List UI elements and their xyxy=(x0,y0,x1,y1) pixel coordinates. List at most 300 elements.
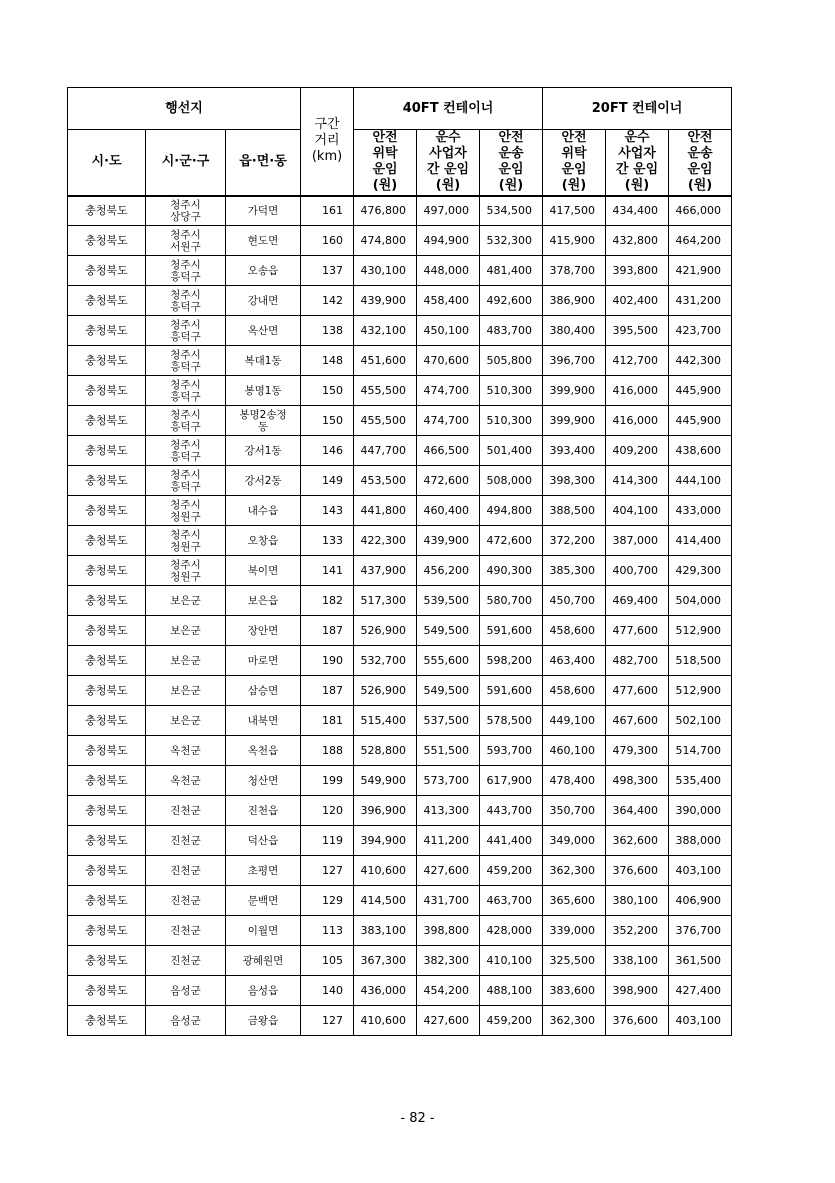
cell-20ft-safe-transport-rate: 535,400 xyxy=(669,766,732,796)
table-row xyxy=(68,526,732,556)
cell-20ft-carrier-rate: 400,700 xyxy=(606,556,669,586)
cell-40ft-carrier-rate: 466,500 xyxy=(417,436,480,466)
cell-distance-km: 182 xyxy=(301,586,354,616)
cell-sido: 충청북도 xyxy=(68,706,146,736)
freight-rate-table xyxy=(67,87,732,1036)
cell-40ft-carrier-rate: 411,200 xyxy=(417,826,480,856)
cell-20ft-safe-consign-rate: 478,400 xyxy=(543,766,606,796)
header-40ft-safe-transport-rate: 안전 운송 운임 (원) xyxy=(480,130,543,196)
cell-20ft-carrier-rate: 404,100 xyxy=(606,496,669,526)
cell-20ft-carrier-rate: 376,600 xyxy=(606,856,669,886)
cell-eupmyeondong: 봉명1동 xyxy=(226,376,301,406)
cell-20ft-safe-transport-rate: 390,000 xyxy=(669,796,732,826)
table-row xyxy=(68,496,732,526)
table-row xyxy=(68,706,732,736)
cell-distance-km: 127 xyxy=(301,1006,354,1036)
cell-20ft-safe-transport-rate: 466,000 xyxy=(669,196,732,226)
cell-distance-km: 150 xyxy=(301,406,354,436)
cell-20ft-carrier-rate: 352,200 xyxy=(606,916,669,946)
cell-40ft-safe-consign-rate: 453,500 xyxy=(354,466,417,496)
header-40ft-safe-consign-rate: 안전 위탁 운임 (원) xyxy=(354,130,417,196)
cell-20ft-safe-transport-rate: 433,000 xyxy=(669,496,732,526)
cell-sido: 충청북도 xyxy=(68,646,146,676)
header-eupmyeondong: 읍·면·동 xyxy=(226,130,301,196)
cell-eupmyeondong: 오송읍 xyxy=(226,256,301,286)
cell-20ft-safe-consign-rate: 417,500 xyxy=(543,196,606,226)
cell-sigungu: 청주시 청원구 xyxy=(146,556,226,586)
cell-sido: 충청북도 xyxy=(68,466,146,496)
cell-20ft-safe-transport-rate: 403,100 xyxy=(669,856,732,886)
cell-40ft-safe-transport-rate: 578,500 xyxy=(480,706,543,736)
table-row xyxy=(68,916,732,946)
cell-20ft-safe-consign-rate: 399,900 xyxy=(543,376,606,406)
cell-40ft-safe-consign-rate: 414,500 xyxy=(354,886,417,916)
cell-20ft-safe-transport-rate: 512,900 xyxy=(669,676,732,706)
cell-sigungu: 청주시 청원구 xyxy=(146,496,226,526)
cell-20ft-safe-consign-rate: 388,500 xyxy=(543,496,606,526)
cell-40ft-safe-transport-rate: 591,600 xyxy=(480,676,543,706)
cell-40ft-safe-transport-rate: 532,300 xyxy=(480,226,543,256)
table-row xyxy=(68,766,732,796)
cell-distance-km: 119 xyxy=(301,826,354,856)
cell-20ft-safe-consign-rate: 450,700 xyxy=(543,586,606,616)
table-row xyxy=(68,406,732,436)
cell-20ft-carrier-rate: 467,600 xyxy=(606,706,669,736)
header-destination: 행선지 xyxy=(68,88,301,130)
cell-20ft-safe-transport-rate: 514,700 xyxy=(669,736,732,766)
cell-sigungu: 보은군 xyxy=(146,586,226,616)
cell-40ft-carrier-rate: 460,400 xyxy=(417,496,480,526)
cell-sigungu: 진천군 xyxy=(146,916,226,946)
cell-distance-km: 120 xyxy=(301,796,354,826)
cell-sigungu: 음성군 xyxy=(146,1006,226,1036)
cell-sido: 충청북도 xyxy=(68,376,146,406)
cell-distance-km: 143 xyxy=(301,496,354,526)
cell-eupmyeondong: 옥산면 xyxy=(226,316,301,346)
cell-40ft-carrier-rate: 494,900 xyxy=(417,226,480,256)
header-40ft-container: 40FT 컨테이너 xyxy=(354,88,543,130)
cell-40ft-safe-consign-rate: 441,800 xyxy=(354,496,417,526)
cell-sido: 충청북도 xyxy=(68,886,146,916)
cell-sigungu: 보은군 xyxy=(146,646,226,676)
header-distance: 구간 거리 (km) xyxy=(301,88,354,196)
cell-eupmyeondong: 이월면 xyxy=(226,916,301,946)
cell-eupmyeondong: 음성읍 xyxy=(226,976,301,1006)
cell-sido: 충청북도 xyxy=(68,856,146,886)
cell-eupmyeondong: 옥천읍 xyxy=(226,736,301,766)
table-row xyxy=(68,256,732,286)
cell-eupmyeondong: 진천읍 xyxy=(226,796,301,826)
cell-sido: 충청북도 xyxy=(68,766,146,796)
cell-20ft-safe-consign-rate: 365,600 xyxy=(543,886,606,916)
cell-20ft-carrier-rate: 434,400 xyxy=(606,196,669,226)
cell-20ft-safe-transport-rate: 444,100 xyxy=(669,466,732,496)
cell-sigungu: 진천군 xyxy=(146,796,226,826)
cell-40ft-carrier-rate: 474,700 xyxy=(417,376,480,406)
cell-40ft-carrier-rate: 382,300 xyxy=(417,946,480,976)
cell-20ft-safe-transport-rate: 427,400 xyxy=(669,976,732,1006)
header-20ft-safe-transport-rate: 안전 운송 운임 (원) xyxy=(669,130,732,196)
cell-20ft-carrier-rate: 477,600 xyxy=(606,616,669,646)
cell-20ft-safe-consign-rate: 325,500 xyxy=(543,946,606,976)
cell-40ft-safe-transport-rate: 488,100 xyxy=(480,976,543,1006)
cell-40ft-safe-transport-rate: 501,400 xyxy=(480,436,543,466)
cell-sido: 충청북도 xyxy=(68,196,146,226)
cell-sigungu: 옥천군 xyxy=(146,766,226,796)
cell-sigungu: 청주시 상당구 xyxy=(146,196,226,226)
cell-distance-km: 105 xyxy=(301,946,354,976)
cell-sido: 충청북도 xyxy=(68,916,146,946)
cell-40ft-safe-consign-rate: 367,300 xyxy=(354,946,417,976)
cell-20ft-carrier-rate: 477,600 xyxy=(606,676,669,706)
cell-sigungu: 진천군 xyxy=(146,886,226,916)
cell-distance-km: 148 xyxy=(301,346,354,376)
table-row xyxy=(68,616,732,646)
cell-20ft-safe-transport-rate: 438,600 xyxy=(669,436,732,466)
table-row xyxy=(68,436,732,466)
table-row xyxy=(68,796,732,826)
cell-40ft-safe-transport-rate: 459,200 xyxy=(480,856,543,886)
cell-40ft-safe-consign-rate: 410,600 xyxy=(354,1006,417,1036)
cell-40ft-safe-consign-rate: 451,600 xyxy=(354,346,417,376)
cell-sido: 충청북도 xyxy=(68,616,146,646)
cell-20ft-safe-consign-rate: 386,900 xyxy=(543,286,606,316)
cell-eupmyeondong: 청산면 xyxy=(226,766,301,796)
cell-40ft-safe-consign-rate: 526,900 xyxy=(354,616,417,646)
cell-sigungu: 음성군 xyxy=(146,976,226,1006)
cell-40ft-safe-consign-rate: 432,100 xyxy=(354,316,417,346)
table-row xyxy=(68,226,732,256)
cell-20ft-safe-consign-rate: 463,400 xyxy=(543,646,606,676)
cell-40ft-carrier-rate: 573,700 xyxy=(417,766,480,796)
cell-40ft-safe-consign-rate: 394,900 xyxy=(354,826,417,856)
header-sigungu: 시·군·구 xyxy=(146,130,226,196)
table-row xyxy=(68,886,732,916)
cell-20ft-carrier-rate: 409,200 xyxy=(606,436,669,466)
cell-40ft-safe-consign-rate: 396,900 xyxy=(354,796,417,826)
cell-distance-km: 141 xyxy=(301,556,354,586)
cell-eupmyeondong: 내북면 xyxy=(226,706,301,736)
cell-40ft-carrier-rate: 537,500 xyxy=(417,706,480,736)
cell-eupmyeondong: 장안면 xyxy=(226,616,301,646)
cell-20ft-carrier-rate: 362,600 xyxy=(606,826,669,856)
cell-sigungu: 진천군 xyxy=(146,946,226,976)
cell-40ft-carrier-rate: 458,400 xyxy=(417,286,480,316)
cell-20ft-carrier-rate: 479,300 xyxy=(606,736,669,766)
cell-20ft-safe-consign-rate: 362,300 xyxy=(543,1006,606,1036)
table-row xyxy=(68,736,732,766)
cell-eupmyeondong: 문백면 xyxy=(226,886,301,916)
table-row xyxy=(68,316,732,346)
cell-20ft-safe-consign-rate: 449,100 xyxy=(543,706,606,736)
cell-distance-km: 113 xyxy=(301,916,354,946)
cell-20ft-safe-transport-rate: 504,000 xyxy=(669,586,732,616)
cell-distance-km: 187 xyxy=(301,676,354,706)
cell-40ft-safe-transport-rate: 534,500 xyxy=(480,196,543,226)
cell-sigungu: 진천군 xyxy=(146,826,226,856)
cell-40ft-carrier-rate: 555,600 xyxy=(417,646,480,676)
cell-sigungu: 청주시 청원구 xyxy=(146,526,226,556)
cell-40ft-safe-transport-rate: 410,100 xyxy=(480,946,543,976)
cell-eupmyeondong: 강서2동 xyxy=(226,466,301,496)
cell-distance-km: 146 xyxy=(301,436,354,466)
cell-sigungu: 청주시 흥덕구 xyxy=(146,286,226,316)
cell-20ft-safe-transport-rate: 421,900 xyxy=(669,256,732,286)
cell-20ft-safe-consign-rate: 396,700 xyxy=(543,346,606,376)
cell-20ft-safe-transport-rate: 403,100 xyxy=(669,1006,732,1036)
table-row xyxy=(68,466,732,496)
cell-40ft-safe-consign-rate: 410,600 xyxy=(354,856,417,886)
cell-40ft-carrier-rate: 474,700 xyxy=(417,406,480,436)
cell-sigungu: 보은군 xyxy=(146,706,226,736)
cell-distance-km: 190 xyxy=(301,646,354,676)
cell-eupmyeondong: 봉명2송정 동 xyxy=(226,406,301,436)
cell-eupmyeondong: 현도면 xyxy=(226,226,301,256)
table-row xyxy=(68,826,732,856)
cell-sido: 충청북도 xyxy=(68,226,146,256)
cell-eupmyeondong: 강내면 xyxy=(226,286,301,316)
cell-40ft-safe-consign-rate: 455,500 xyxy=(354,376,417,406)
cell-20ft-carrier-rate: 398,900 xyxy=(606,976,669,1006)
table-row xyxy=(68,856,732,886)
cell-40ft-safe-transport-rate: 593,700 xyxy=(480,736,543,766)
cell-20ft-safe-transport-rate: 445,900 xyxy=(669,406,732,436)
cell-40ft-safe-consign-rate: 515,400 xyxy=(354,706,417,736)
cell-sido: 충청북도 xyxy=(68,946,146,976)
cell-40ft-safe-transport-rate: 483,700 xyxy=(480,316,543,346)
cell-40ft-safe-consign-rate: 383,100 xyxy=(354,916,417,946)
cell-40ft-safe-consign-rate: 436,000 xyxy=(354,976,417,1006)
cell-distance-km: 133 xyxy=(301,526,354,556)
cell-20ft-carrier-rate: 393,800 xyxy=(606,256,669,286)
cell-20ft-carrier-rate: 364,400 xyxy=(606,796,669,826)
cell-40ft-safe-transport-rate: 598,200 xyxy=(480,646,543,676)
table-row xyxy=(68,646,732,676)
cell-40ft-safe-transport-rate: 494,800 xyxy=(480,496,543,526)
cell-distance-km: 161 xyxy=(301,196,354,226)
cell-eupmyeondong: 초평면 xyxy=(226,856,301,886)
cell-20ft-safe-consign-rate: 385,300 xyxy=(543,556,606,586)
cell-eupmyeondong: 오창읍 xyxy=(226,526,301,556)
cell-sigungu: 청주시 흥덕구 xyxy=(146,316,226,346)
cell-40ft-safe-transport-rate: 443,700 xyxy=(480,796,543,826)
cell-sido: 충청북도 xyxy=(68,286,146,316)
cell-20ft-safe-transport-rate: 406,900 xyxy=(669,886,732,916)
cell-sigungu: 청주시 흥덕구 xyxy=(146,436,226,466)
cell-20ft-carrier-rate: 469,400 xyxy=(606,586,669,616)
cell-20ft-carrier-rate: 416,000 xyxy=(606,376,669,406)
cell-40ft-safe-consign-rate: 474,800 xyxy=(354,226,417,256)
cell-20ft-carrier-rate: 376,600 xyxy=(606,1006,669,1036)
cell-distance-km: 140 xyxy=(301,976,354,1006)
cell-sido: 충청북도 xyxy=(68,436,146,466)
cell-40ft-carrier-rate: 431,700 xyxy=(417,886,480,916)
cell-40ft-safe-consign-rate: 549,900 xyxy=(354,766,417,796)
header-sido: 시·도 xyxy=(68,130,146,196)
cell-40ft-carrier-rate: 413,300 xyxy=(417,796,480,826)
cell-20ft-safe-transport-rate: 361,500 xyxy=(669,946,732,976)
cell-40ft-carrier-rate: 439,900 xyxy=(417,526,480,556)
table-row xyxy=(68,676,732,706)
cell-20ft-carrier-rate: 402,400 xyxy=(606,286,669,316)
cell-sido: 충청북도 xyxy=(68,526,146,556)
cell-distance-km: 142 xyxy=(301,286,354,316)
cell-eupmyeondong: 삼승면 xyxy=(226,676,301,706)
cell-40ft-safe-transport-rate: 617,900 xyxy=(480,766,543,796)
cell-20ft-safe-consign-rate: 398,300 xyxy=(543,466,606,496)
cell-20ft-safe-consign-rate: 460,100 xyxy=(543,736,606,766)
cell-40ft-safe-consign-rate: 476,800 xyxy=(354,196,417,226)
cell-40ft-safe-transport-rate: 505,800 xyxy=(480,346,543,376)
cell-sido: 충청북도 xyxy=(68,406,146,436)
cell-40ft-carrier-rate: 549,500 xyxy=(417,676,480,706)
cell-20ft-safe-transport-rate: 376,700 xyxy=(669,916,732,946)
cell-eupmyeondong: 가덕면 xyxy=(226,196,301,226)
cell-40ft-safe-consign-rate: 439,900 xyxy=(354,286,417,316)
cell-eupmyeondong: 마로면 xyxy=(226,646,301,676)
cell-40ft-carrier-rate: 427,600 xyxy=(417,1006,480,1036)
cell-20ft-safe-transport-rate: 502,100 xyxy=(669,706,732,736)
cell-distance-km: 199 xyxy=(301,766,354,796)
cell-sigungu: 청주시 흥덕구 xyxy=(146,376,226,406)
cell-40ft-safe-transport-rate: 490,300 xyxy=(480,556,543,586)
cell-sigungu: 보은군 xyxy=(146,616,226,646)
cell-40ft-safe-consign-rate: 430,100 xyxy=(354,256,417,286)
cell-distance-km: 160 xyxy=(301,226,354,256)
header-20ft-carrier-rate: 운수 사업자 간 운임 (원) xyxy=(606,130,669,196)
cell-eupmyeondong: 강서1동 xyxy=(226,436,301,466)
cell-40ft-safe-transport-rate: 510,300 xyxy=(480,376,543,406)
cell-20ft-safe-consign-rate: 399,900 xyxy=(543,406,606,436)
cell-eupmyeondong: 광혜원면 xyxy=(226,946,301,976)
cell-20ft-safe-transport-rate: 442,300 xyxy=(669,346,732,376)
cell-40ft-safe-consign-rate: 532,700 xyxy=(354,646,417,676)
cell-40ft-safe-consign-rate: 447,700 xyxy=(354,436,417,466)
cell-20ft-safe-consign-rate: 393,400 xyxy=(543,436,606,466)
cell-eupmyeondong: 보은읍 xyxy=(226,586,301,616)
cell-20ft-carrier-rate: 380,100 xyxy=(606,886,669,916)
cell-20ft-safe-consign-rate: 383,600 xyxy=(543,976,606,1006)
cell-20ft-safe-transport-rate: 388,000 xyxy=(669,826,732,856)
cell-40ft-safe-transport-rate: 463,700 xyxy=(480,886,543,916)
cell-sigungu: 보은군 xyxy=(146,676,226,706)
cell-eupmyeondong: 내수읍 xyxy=(226,496,301,526)
cell-20ft-carrier-rate: 498,300 xyxy=(606,766,669,796)
cell-sigungu: 진천군 xyxy=(146,856,226,886)
cell-20ft-safe-consign-rate: 415,900 xyxy=(543,226,606,256)
cell-40ft-safe-transport-rate: 580,700 xyxy=(480,586,543,616)
cell-20ft-carrier-rate: 395,500 xyxy=(606,316,669,346)
cell-sido: 충청북도 xyxy=(68,346,146,376)
cell-40ft-safe-consign-rate: 422,300 xyxy=(354,526,417,556)
cell-40ft-safe-transport-rate: 508,000 xyxy=(480,466,543,496)
cell-eupmyeondong: 북이면 xyxy=(226,556,301,586)
cell-20ft-safe-consign-rate: 372,200 xyxy=(543,526,606,556)
cell-40ft-carrier-rate: 448,000 xyxy=(417,256,480,286)
cell-20ft-safe-transport-rate: 512,900 xyxy=(669,616,732,646)
cell-40ft-safe-transport-rate: 441,400 xyxy=(480,826,543,856)
cell-sido: 충청북도 xyxy=(68,1006,146,1036)
cell-20ft-carrier-rate: 338,100 xyxy=(606,946,669,976)
cell-20ft-safe-transport-rate: 423,700 xyxy=(669,316,732,346)
cell-40ft-safe-transport-rate: 591,600 xyxy=(480,616,543,646)
cell-40ft-safe-consign-rate: 526,900 xyxy=(354,676,417,706)
cell-40ft-safe-transport-rate: 481,400 xyxy=(480,256,543,286)
cell-40ft-carrier-rate: 497,000 xyxy=(417,196,480,226)
cell-40ft-carrier-rate: 551,500 xyxy=(417,736,480,766)
cell-sigungu: 청주시 흥덕구 xyxy=(146,466,226,496)
cell-40ft-safe-consign-rate: 437,900 xyxy=(354,556,417,586)
cell-eupmyeondong: 덕산읍 xyxy=(226,826,301,856)
cell-eupmyeondong: 복대1동 xyxy=(226,346,301,376)
cell-sido: 충청북도 xyxy=(68,736,146,766)
cell-sido: 충청북도 xyxy=(68,256,146,286)
cell-distance-km: 188 xyxy=(301,736,354,766)
cell-40ft-carrier-rate: 454,200 xyxy=(417,976,480,1006)
cell-40ft-safe-transport-rate: 472,600 xyxy=(480,526,543,556)
cell-distance-km: 149 xyxy=(301,466,354,496)
table-row xyxy=(68,946,732,976)
cell-40ft-safe-transport-rate: 510,300 xyxy=(480,406,543,436)
cell-20ft-safe-consign-rate: 362,300 xyxy=(543,856,606,886)
cell-sido: 충청북도 xyxy=(68,976,146,1006)
cell-20ft-safe-consign-rate: 378,700 xyxy=(543,256,606,286)
cell-40ft-carrier-rate: 456,200 xyxy=(417,556,480,586)
table-row xyxy=(68,376,732,406)
table-row xyxy=(68,346,732,376)
header-40ft-carrier-rate: 운수 사업자 간 운임 (원) xyxy=(417,130,480,196)
table-row xyxy=(68,976,732,1006)
cell-sigungu: 청주시 흥덕구 xyxy=(146,406,226,436)
cell-sido: 충청북도 xyxy=(68,586,146,616)
cell-20ft-carrier-rate: 482,700 xyxy=(606,646,669,676)
cell-20ft-safe-consign-rate: 380,400 xyxy=(543,316,606,346)
cell-sido: 충청북도 xyxy=(68,316,146,346)
cell-40ft-safe-transport-rate: 459,200 xyxy=(480,1006,543,1036)
cell-40ft-safe-consign-rate: 455,500 xyxy=(354,406,417,436)
cell-distance-km: 137 xyxy=(301,256,354,286)
cell-distance-km: 127 xyxy=(301,856,354,886)
header-20ft-safe-consign-rate: 안전 위탁 운임 (원) xyxy=(543,130,606,196)
cell-sigungu: 청주시 흥덕구 xyxy=(146,346,226,376)
cell-40ft-carrier-rate: 470,600 xyxy=(417,346,480,376)
cell-20ft-safe-transport-rate: 464,200 xyxy=(669,226,732,256)
page-number: - 82 - xyxy=(400,1111,435,1126)
cell-40ft-carrier-rate: 427,600 xyxy=(417,856,480,886)
cell-20ft-safe-transport-rate: 414,400 xyxy=(669,526,732,556)
cell-40ft-carrier-rate: 472,600 xyxy=(417,466,480,496)
table-row xyxy=(68,196,732,226)
cell-40ft-carrier-rate: 539,500 xyxy=(417,586,480,616)
cell-40ft-safe-consign-rate: 517,300 xyxy=(354,586,417,616)
cell-20ft-carrier-rate: 412,700 xyxy=(606,346,669,376)
cell-20ft-safe-consign-rate: 458,600 xyxy=(543,616,606,646)
cell-40ft-carrier-rate: 398,800 xyxy=(417,916,480,946)
cell-sigungu: 청주시 서원구 xyxy=(146,226,226,256)
cell-distance-km: 150 xyxy=(301,376,354,406)
table-row xyxy=(68,1006,732,1036)
cell-sido: 충청북도 xyxy=(68,796,146,826)
cell-40ft-carrier-rate: 450,100 xyxy=(417,316,480,346)
cell-40ft-carrier-rate: 549,500 xyxy=(417,616,480,646)
cell-20ft-carrier-rate: 432,800 xyxy=(606,226,669,256)
cell-40ft-safe-transport-rate: 428,000 xyxy=(480,916,543,946)
cell-20ft-safe-transport-rate: 445,900 xyxy=(669,376,732,406)
table-header xyxy=(68,88,732,196)
cell-40ft-safe-transport-rate: 492,600 xyxy=(480,286,543,316)
table-row xyxy=(68,286,732,316)
cell-sigungu: 청주시 흥덕구 xyxy=(146,256,226,286)
